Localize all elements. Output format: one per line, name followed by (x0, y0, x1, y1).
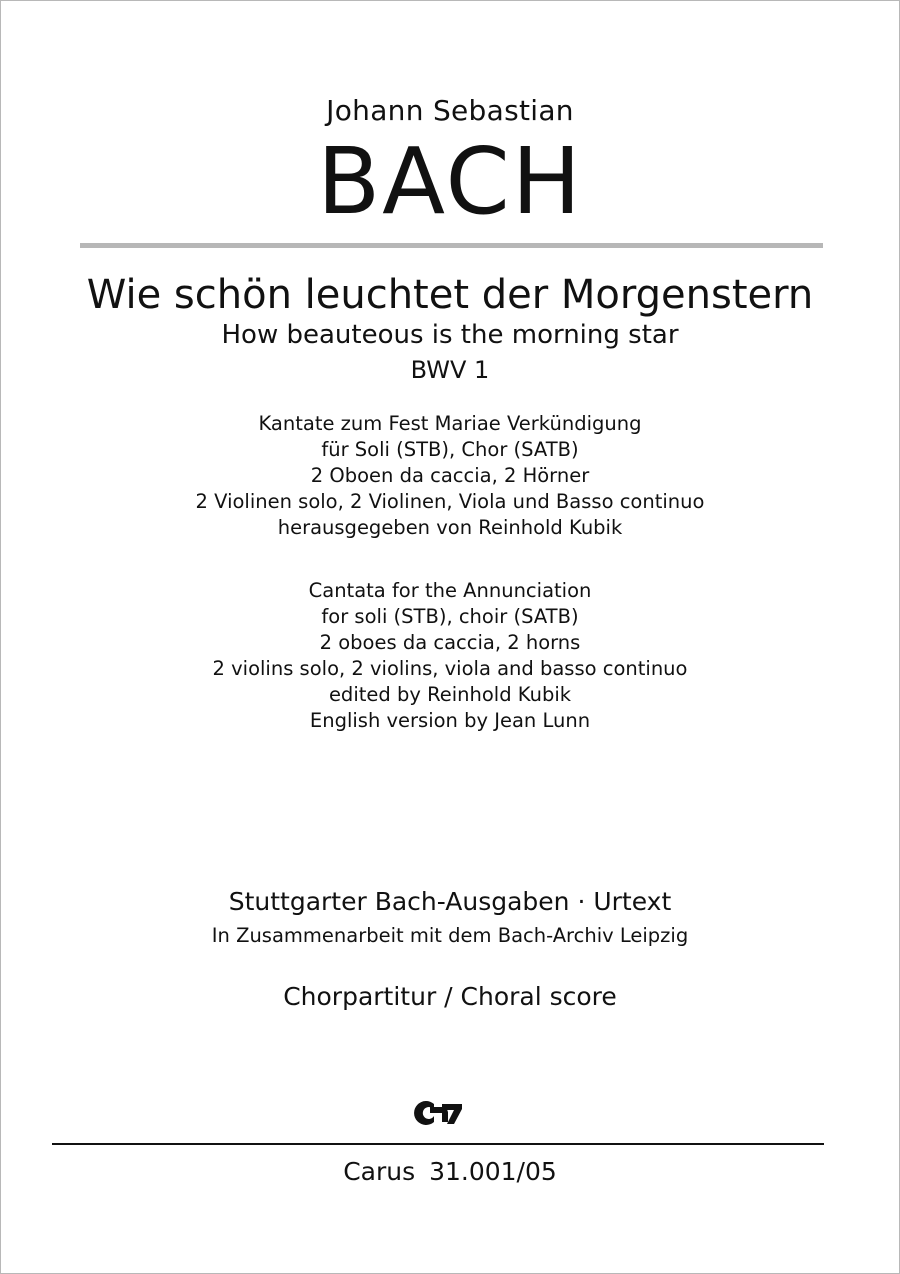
publisher-catalog-number: Carus 31.001/05 (343, 1157, 557, 1186)
carus-logo-icon (412, 1098, 462, 1128)
description-line: for soli (STB), choir (SATB) (321, 605, 579, 628)
edition-collaboration: In Zusammenarbeit mit dem Bach-Archiv Leipzig (211, 924, 689, 947)
description-line: English version by Jean Lunn (309, 709, 591, 732)
work-title-english: How beauteous is the morning star (221, 320, 679, 350)
edition-series: Stuttgarter Bach-Ausgaben · Urtext (228, 887, 672, 916)
composer-first-names: Johann Sebastian (326, 94, 574, 127)
description-line: Kantate zum Fest Mariae Verkündigung (258, 412, 642, 435)
composer-last-name: BACH (317, 128, 583, 235)
footer-divider (52, 1143, 824, 1145)
description-line: 2 Oboen da caccia, 2 Hörner (310, 464, 590, 487)
work-title-german: Wie schön leuchtet der Morgenstern (86, 272, 814, 318)
description-line: 2 oboes da caccia, 2 horns (319, 631, 581, 654)
description-line: edited by Reinhold Kubik (328, 683, 572, 706)
description-line: 2 violins solo, 2 violins, viola and basso continuo (212, 657, 688, 680)
description-english (0, 578, 900, 734)
title-divider (80, 243, 823, 248)
description-line: herausgegeben von Reinhold Kubik (277, 516, 623, 539)
description-line: Cantata for the Annunciation (308, 579, 592, 602)
description-line: 2 Violinen solo, 2 Violinen, Viola und Basso continuo (195, 490, 705, 513)
description-line: für Soli (STB), Chor (SATB) (321, 438, 579, 461)
bwv-number: BWV 1 (410, 356, 490, 384)
score-type: Chorpartitur / Choral score (283, 982, 617, 1011)
description-german (0, 411, 900, 541)
